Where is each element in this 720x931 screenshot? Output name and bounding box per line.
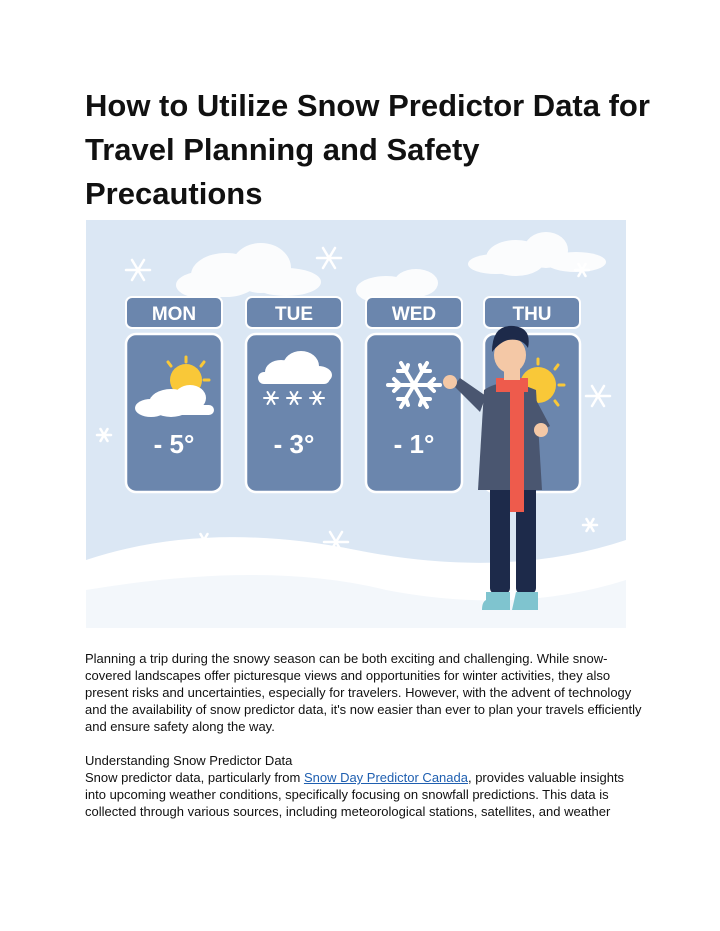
day-label-tue <box>246 297 342 328</box>
temp-tue: - 3° <box>273 429 315 459</box>
section-heading: Understanding Snow Predictor Data <box>85 753 293 768</box>
svg-text:THU: THU <box>512 304 552 325</box>
paragraph-text-after-link: , provides valuable insights into upcoming weather conditions, specifically focusing on snowfall predictions. This data is collected through various sources, including meteorological stations, satellites, and weather <box>85 770 625 819</box>
svg-text:TUE: TUE <box>275 304 313 325</box>
forecast-card-mon <box>126 334 222 492</box>
temp-mon: - 5° <box>153 429 195 459</box>
day-label-wed <box>366 297 462 328</box>
svg-text:MON: MON <box>151 304 197 325</box>
intro-paragraph: Planning a trip during the snowy season can be both exciting and challenging. While snow-covered landscapes offer picturesque views and opportunities for winter activities, they also present risks and uncertainties, especially for travelers. However, with the advent of technology and the availability of snow predictor data, it's now easier than ever to plan your travels efficiently and ensure safety along the way. <box>85 651 642 734</box>
day-label-thu <box>484 297 580 328</box>
forecast-card-tue <box>246 334 342 492</box>
svg-text:WED: WED <box>391 304 437 325</box>
page-title: How to Utilize Snow Predictor Data for Travel Planning and Safety Precautions <box>85 88 650 211</box>
paragraph-text-before-link: Snow predictor data, particularly from <box>85 770 304 785</box>
snow-day-predictor-link[interactable]: Snow Day Predictor Canada <box>303 770 468 785</box>
day-label-mon <box>126 297 222 328</box>
forecast-card-wed <box>366 334 462 492</box>
weather-forecast-illustration <box>86 220 626 628</box>
section-paragraph <box>85 769 645 820</box>
temp-wed: - 1° <box>393 429 435 459</box>
